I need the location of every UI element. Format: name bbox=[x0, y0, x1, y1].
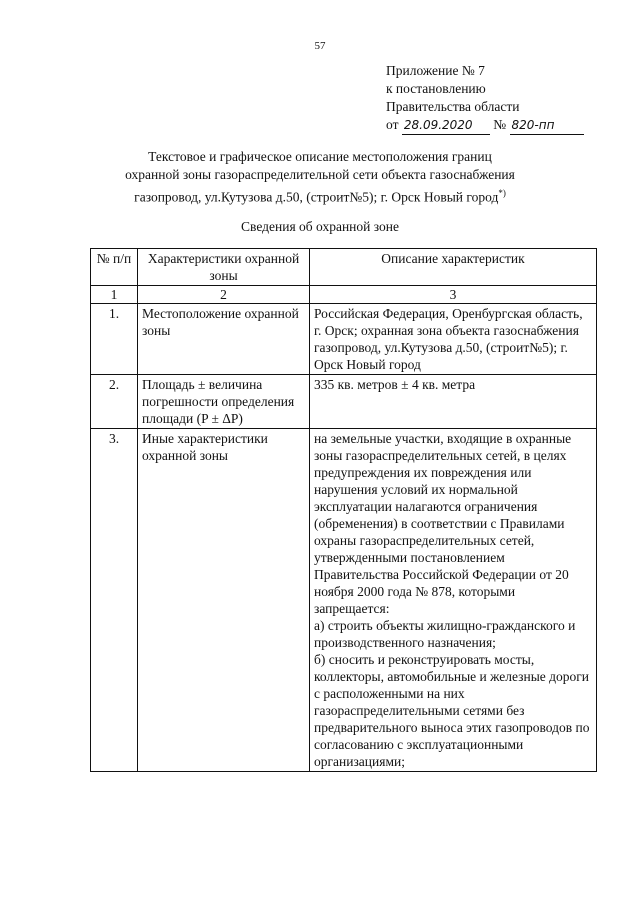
column-number: 2 bbox=[138, 286, 310, 304]
title-line-3 bbox=[60, 184, 580, 207]
row-name: Местоположение охранной зоны bbox=[138, 304, 310, 375]
section-subtitle: Сведения об охранной зоне bbox=[241, 219, 399, 234]
row-description: на земельные участки, входящие в охранные зоны газораспределительных сетей, в целях предупреждения их повреждения или нарушения условий их нормальной эксплуатации налагаются ограничения (обременения) в соответствии с Правилами охраны газораспределительных сетей, утвержденными постановлением Правительства Российской Федерации от 20 ноября 2000 года № 878, которыми запрещается: а) строить объекты жилищно-гражданского и производственного назначения; б) сносить и реконструировать мосты, коллекторы, автомобильные и железные дороги с расположенными на них газораспределительными сетями без предварительного выноса этих газопроводов по согласованию с эксплуатационными организациями; bbox=[310, 429, 597, 772]
table-row bbox=[91, 375, 597, 429]
table-row bbox=[91, 429, 597, 772]
number-prefix: № bbox=[493, 117, 507, 132]
table-row bbox=[91, 304, 597, 375]
header-cell: Описание характеристик bbox=[310, 249, 597, 286]
row-name: Площадь ± величина погрешности определения площади (P ± ΔP) bbox=[138, 375, 310, 429]
table-header-row bbox=[91, 249, 597, 286]
header-cell: № п/п bbox=[91, 249, 138, 286]
page-number: 57 bbox=[314, 40, 326, 52]
column-number: 3 bbox=[310, 286, 597, 304]
title-line-2: охранной зоны газораспределительной сети объекта газоснабжения bbox=[125, 167, 515, 182]
handwritten-date: 28.09.2020 bbox=[402, 116, 490, 135]
row-description: Российская Федерация, Оренбургская область, г. Орск; охранная зона объекта газоснабжения газопровод, ул.Кутузова д.50, (строит№5); г. Орск Новый город bbox=[310, 304, 597, 375]
title-line-3-text: газопровод, ул.Кутузова д.50, (строит№5); г. Орск Новый город bbox=[134, 189, 499, 205]
row-number: 2. bbox=[91, 375, 138, 429]
appendix-block bbox=[386, 62, 584, 135]
protection-zone-table bbox=[90, 248, 597, 772]
header-cell: Характеристики охранной зоны bbox=[138, 249, 310, 286]
column-number-row bbox=[91, 286, 597, 304]
footnote-mark: *) bbox=[498, 188, 506, 198]
row-description: 335 кв. метров ± 4 кв. метра bbox=[310, 375, 597, 429]
appendix-line-1: Приложение № 7 bbox=[386, 63, 485, 78]
row-number: 3. bbox=[91, 429, 138, 772]
row-name: Иные характеристики охранной зоны bbox=[138, 429, 310, 772]
appendix-date-line bbox=[386, 116, 584, 135]
row-number: 1. bbox=[91, 304, 138, 375]
appendix-line-3: Правительства области bbox=[386, 99, 520, 114]
date-prefix: от bbox=[386, 117, 399, 132]
appendix-line-2: к постановлению bbox=[386, 81, 486, 96]
column-number: 1 bbox=[91, 286, 138, 304]
handwritten-number: 820-пп bbox=[510, 116, 584, 135]
document-title bbox=[60, 148, 580, 207]
title-line-1: Текстовое и графическое описание местоположения границ bbox=[148, 149, 492, 164]
